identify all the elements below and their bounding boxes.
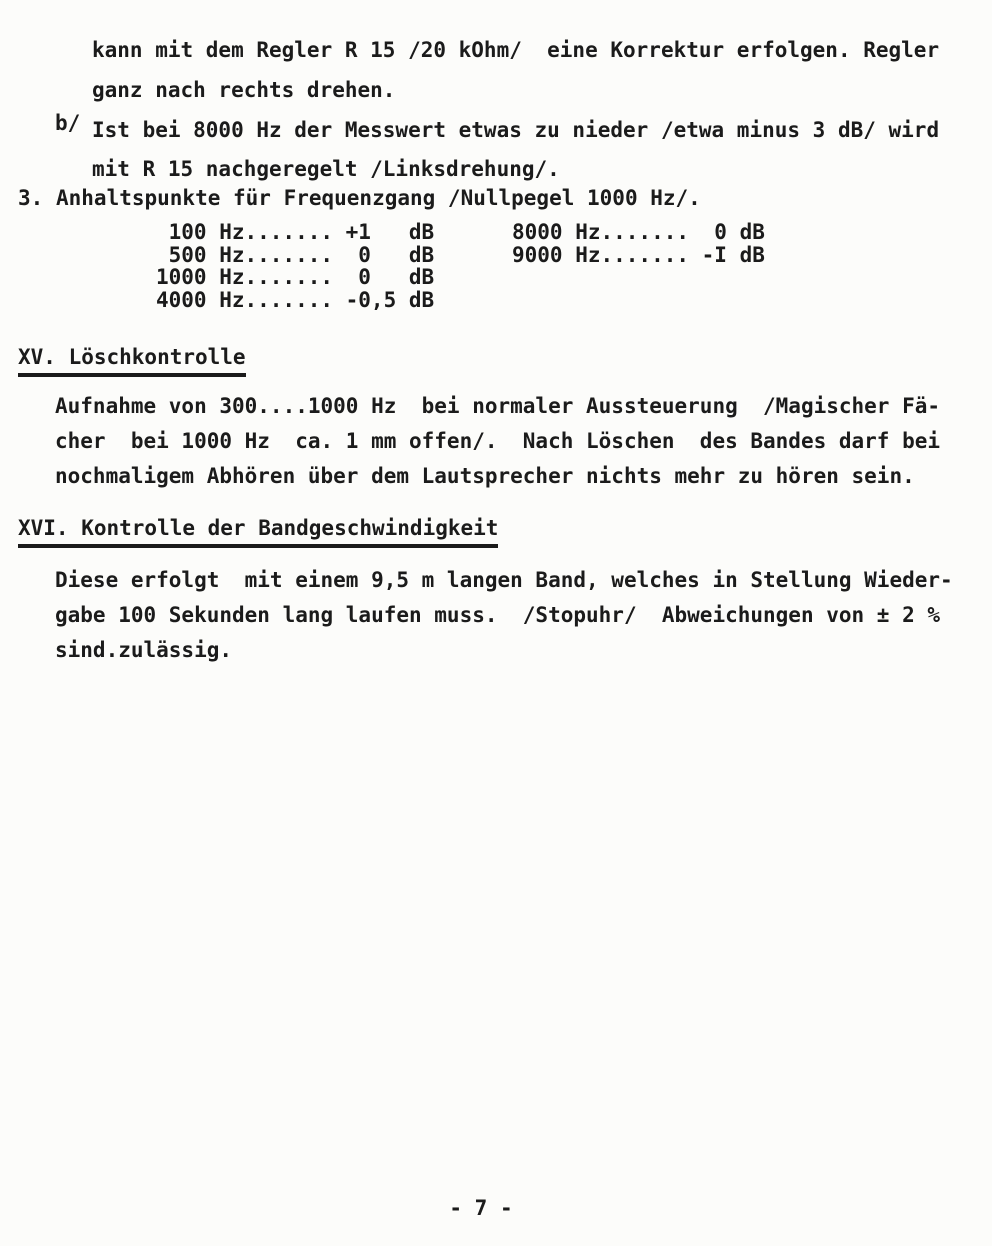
- text-line: gabe 100 Sekunden lang laufen muss. /Stopuhr/ Abweichungen von ± 2 %: [55, 603, 941, 627]
- text-line: ganz nach rechts drehen.: [92, 78, 396, 102]
- text-line: cher bei 1000 Hz ca. 1 mm offen/. Nach Löschen des Bandes darf bei: [55, 429, 941, 453]
- section-xvi-heading: XVI. Kontrolle der Bandgeschwindigkeit: [18, 516, 498, 548]
- continuation-paragraph: [92, 30, 939, 110]
- text-line: nochmaligem Abhören über dem Lautsprecher nichts mehr zu hören sein.: [55, 464, 915, 488]
- frequency-table-right-column: [512, 221, 765, 266]
- text-line: Aufnahme von 300....1000 Hz bei normaler Aussteuerung /Magischer Fä-: [55, 394, 941, 418]
- table-row: 8000 Hz....... 0 dB: [512, 220, 765, 244]
- list-marker-3: 3.: [18, 186, 44, 210]
- text-line: Diese erfolgt mit einem 9,5 m langen Band, welches in Stellung Wieder-: [55, 568, 953, 592]
- section-xv-heading: XV. Löschkontrolle: [18, 345, 246, 377]
- section-xv-body: [55, 389, 940, 494]
- table-row: 1000 Hz....... 0 dB: [156, 265, 435, 289]
- table-row: 500 Hz....... 0 dB: [156, 242, 435, 267]
- text-line: kann mit dem Regler R 15 /20 kOhm/ eine Korrektur erfolgen. Regler: [92, 38, 940, 62]
- text-line: mit R 15 nachgeregelt /Linksdrehung/.: [92, 157, 560, 181]
- section-xvi: [18, 516, 498, 548]
- section-xv: [18, 345, 246, 377]
- item-3-title: Anhaltspunkte für Frequenzgang /Nullpegel 1000 Hz/.: [56, 186, 701, 210]
- list-marker-b: b/: [55, 111, 81, 135]
- table-row: 100 Hz....... +1 dB: [156, 220, 435, 244]
- table-row: 4000 Hz....... -0,5 dB: [156, 287, 435, 312]
- frequency-table-left-column: [156, 221, 434, 311]
- page-number: - 7 -: [449, 1196, 513, 1220]
- text-line: sind.zulässig.: [55, 638, 233, 662]
- table-row: 9000 Hz....... -I dB: [512, 242, 765, 267]
- text-line: Ist bei 8000 Hz der Messwert etwas zu nieder /etwa minus 3 dB/ wird: [92, 118, 940, 142]
- list-item-b: [92, 111, 939, 189]
- section-xvi-body: [55, 563, 953, 668]
